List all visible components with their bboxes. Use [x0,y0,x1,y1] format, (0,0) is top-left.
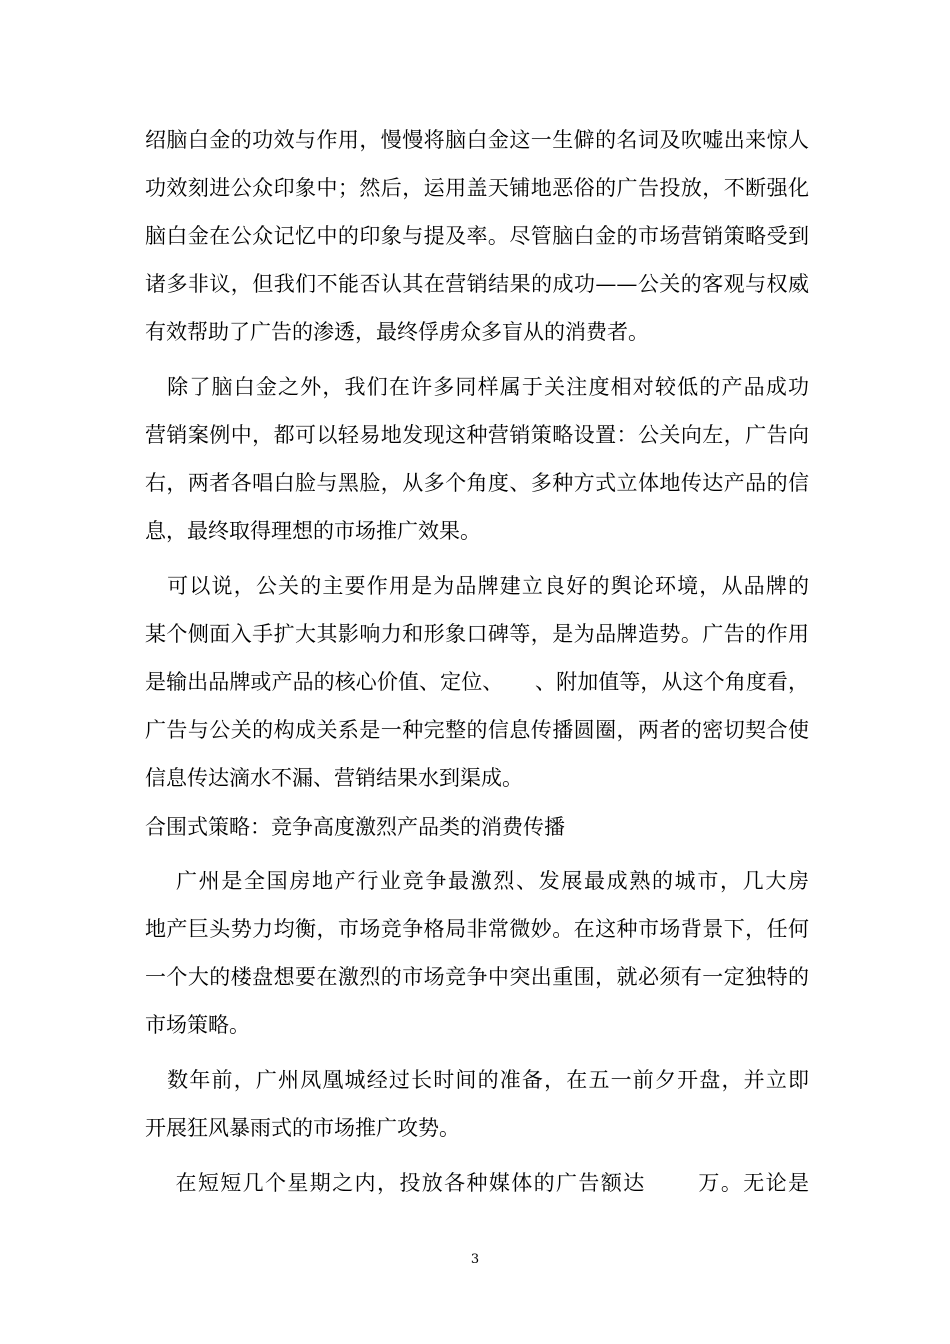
text-line: 诸多非议，但我们不能否认其在营销结果的成功——公关的客观与权威 [145,272,809,296]
text-line: 除了脑白金之外，我们在许多同样属于关注度相对较低的产品成功 [145,375,809,399]
heading-line: 合围式策略：竞争高度激烈产品类的消费传播 [145,815,565,839]
text-line: 市场策略。 [145,1013,250,1037]
text-line: 营销案例中，都可以轻易地发现这种营销策略设置：公关向左，广告向 [145,423,809,447]
text-line: 某个侧面入手扩大其影响力和形象口碑等，是为品牌造势。广告的作用 [145,622,809,646]
text-line: 广告与公关的构成关系是一种完整的信息传播圆圈，两者的密切契合使 [145,718,809,742]
text-line: 功效刻进公众印象中；然后，运用盖天铺地恶俗的广告投放，不断强化 [145,176,809,200]
text-line: 一个大的楼盘想要在激烈的市场竞争中突出重围，就必须有一定独特的 [145,965,809,989]
text-line: 脑白金在公众记忆中的印象与提及率。尽管脑白金的市场营销策略受到 [145,224,809,248]
page-number: 3 [470,1252,480,1267]
text-line: 绍脑白金的功效与作用，慢慢将脑白金这一生僻的名词及吹嘘出来惊人 [145,128,809,152]
text-line: 地产巨头势力均衡，市场竞争格局非常微妙。在这种市场背景下，任何 [145,917,809,941]
text-line: 息，最终取得理想的市场推广效果。 [145,519,481,543]
text-line: 信息传达滴水不漏、营销结果水到渠成。 [145,766,523,790]
text-line: 广州是全国房地产行业竞争最激烈、发展最成熟的城市，几大房 [145,869,809,893]
text-line: 开展狂风暴雨式的市场推广攻势。 [145,1116,460,1140]
text-line: 数年前，广州凤凰城经过长时间的准备，在五一前夕开盘，并立即 [145,1068,809,1092]
text-line: 是输出品牌或产品的核心价值、定位、 、附加值等，从这个角度看， [145,670,809,694]
text-line: 有效帮助了广告的渗透，最终俘虏众多盲从的消费者。 [145,320,649,344]
text-line: 可以说，公关的主要作用是为品牌建立良好的舆论环境，从品牌的 [145,574,809,598]
text-line: 在短短几个星期之内，投放各种媒体的广告额达 万。无论是 [145,1171,809,1195]
text-line: 右，两者各唱白脸与黑脸，从多个角度、多种方式立体地传达产品的信 [145,471,809,495]
